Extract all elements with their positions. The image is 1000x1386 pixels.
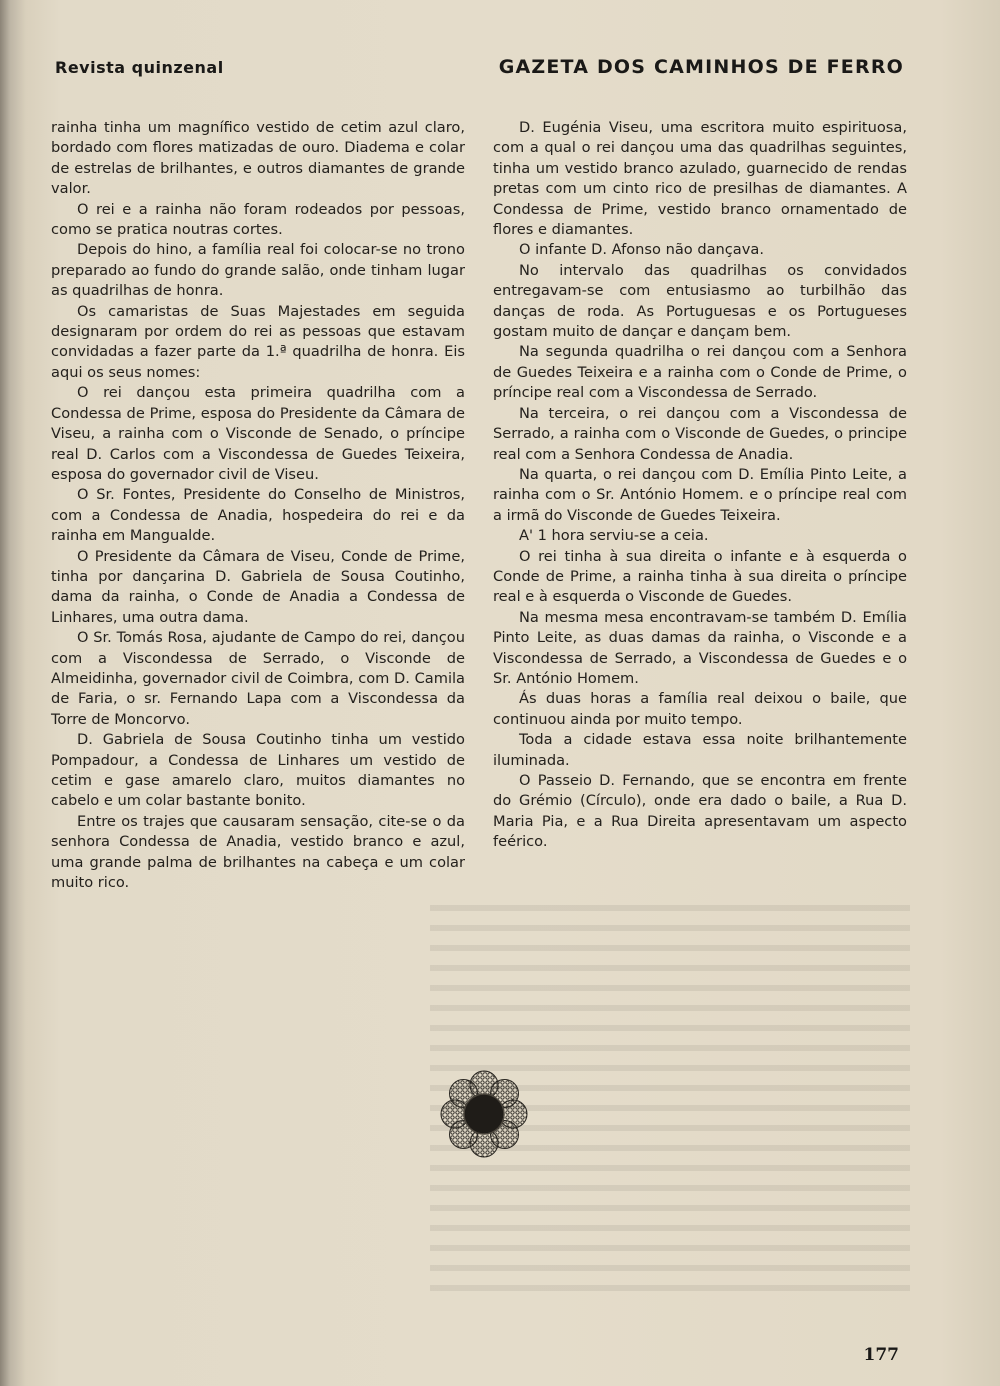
paragraph: Toda a cidade estava essa noite brilhantemente iluminada. [493, 731, 907, 769]
paragraph: D. Gabriela de Sousa Coutinho tinha um vestido Pompadour, a Condessa de Linhares um vestido de cetim e gase amarelo claro, muitos diamantes no cabelo e um colar bastante bonito. [51, 731, 465, 810]
paragraph: rainha tinha um magnífico vestido de cetim azul claro, bordado com flores matizadas de ouro. Diadema e colar de estrelas de brilhantes, e outros diamantes de grande valor. [51, 119, 465, 198]
paragraph: No intervalo das quadrilhas os convidados entregavam-se com entusiasmo ao turbilhão das danças de roda. As Portuguesas e os Portugueses gostam muito de dançar e dançam bem. [493, 261, 907, 341]
running-header-right: GAZETA DOS CAMINHOS DE FERRO [498, 56, 904, 78]
running-header-left: Revista quinzenal [55, 58, 224, 77]
paragraph: O Sr. Fontes, Presidente do Conselho de Ministros, com a Condessa de Anadia, hospedeira do rei e da rainha em Mangualde. [51, 486, 465, 545]
paragraph: O rei dançou esta primeira quadrilha com a Condessa de Prime, esposa do Presidente da Câmara de Viseu, a rainha com o Visconde de Senado, o príncipe real D. Carlos com a Viscondessa de Guedes Teixeira, esposa do governador civil de Viseu. [51, 384, 465, 483]
paragraph: A' 1 hora serviu-se a ceia. [519, 527, 709, 545]
rope-rosette-ornament-icon [440, 1070, 528, 1158]
paragraph: O Sr. Tomás Rosa, ajudante de Campo do rei, dançou com a Viscondessa de Serrado, o Visconde de Almeidinha, governador civil de Coimbra, com D. Camila de Faria, o sr. Fernando Lapa com a Viscondessa da Torre de Moncorvo. [51, 629, 465, 728]
paragraph: Na terceira, o rei dançou com a Viscondessa de Serrado, a rainha com o Visconde de Guedes, o principe real com a Senhora Condessa de Anadia. [493, 404, 907, 463]
paragraph: O Presidente da Câmara de Viseu, Conde de Prime, tinha por dançarina D. Gabriela de Sousa Coutinho, dama da rainha, o Conde de Anadia a Condessa de Linhares, uma outra dama. [51, 547, 465, 626]
left-column [51, 118, 465, 893]
right-column [493, 118, 907, 853]
page-number: 177 [863, 1345, 899, 1365]
paragraph: O rei e a rainha não foram rodeados por pessoas, como se pratica noutras cortes. [51, 200, 465, 239]
paragraph: Na segunda quadrilha o rei dançou com a Senhora de Guedes Teixeira e a rainha com o Conde de Prime, o príncipe real com a Viscondessa de Serrado. [493, 343, 907, 402]
paragraph: Depois do hino, a família real foi colocar-se no trono preparado ao fundo do grande salão, onde tinham lugar as quadrilhas de honra. [51, 241, 465, 300]
paragraph: Na quarta, o rei dançou com D. Emília Pinto Leite, a rainha com o Sr. António Homem. e o príncipe real com a irmã do Visconde de Guedes Teixeira. [493, 465, 907, 524]
paragraph: O rei tinha à sua direita o infante e à esquerda o Conde de Prime, a rainha tinha à sua direita o príncipe real e à esquerda o Visconde de Guedes. [493, 547, 907, 606]
paragraph: O Passeio D. Fernando, que se encontra em frente do Grémio (Círculo), onde era dado o baile, a Rua D. Maria Pia, e a Rua Direita apresentavam um aspecto feérico. [493, 772, 907, 851]
paragraph: O infante D. Afonso não dançava. [519, 241, 764, 259]
paragraph: D. Eugénia Viseu, uma escritora muito espirituosa, com a qual o rei dançou uma das quadrilhas seguintes, tinha um vestido branco azulado, guarnecido de rendas pretas com um cinto rico de presilhas de diamantes. A Condessa de Prime, vestido branco ornamentado de flores e diamantes. [493, 119, 907, 239]
paragraph: Na mesma mesa encontravam-se também D. Emília Pinto Leite, as duas damas da rainha, o Visconde e a Viscondessa de Serrado, a Viscondessa de Guedes e o Sr. António Homem. [493, 608, 907, 687]
paragraph: Os camaristas de Suas Majestades em seguida designaram por ordem do rei as pessoas que estavam convidadas a fazer parte da 1.ª quadrilha de honra. Eis aqui os seus nomes: [51, 302, 465, 381]
paragraph: Ás duas horas a família real deixou o baile, que continuou ainda por muito tempo. [493, 690, 907, 728]
paragraph: Entre os trajes que causaram sensação, cite-se o da senhora Condessa de Anadia, vestido branco e azul, uma grande palma de brilhantes na cabeça e um colar muito rico. [51, 812, 465, 892]
